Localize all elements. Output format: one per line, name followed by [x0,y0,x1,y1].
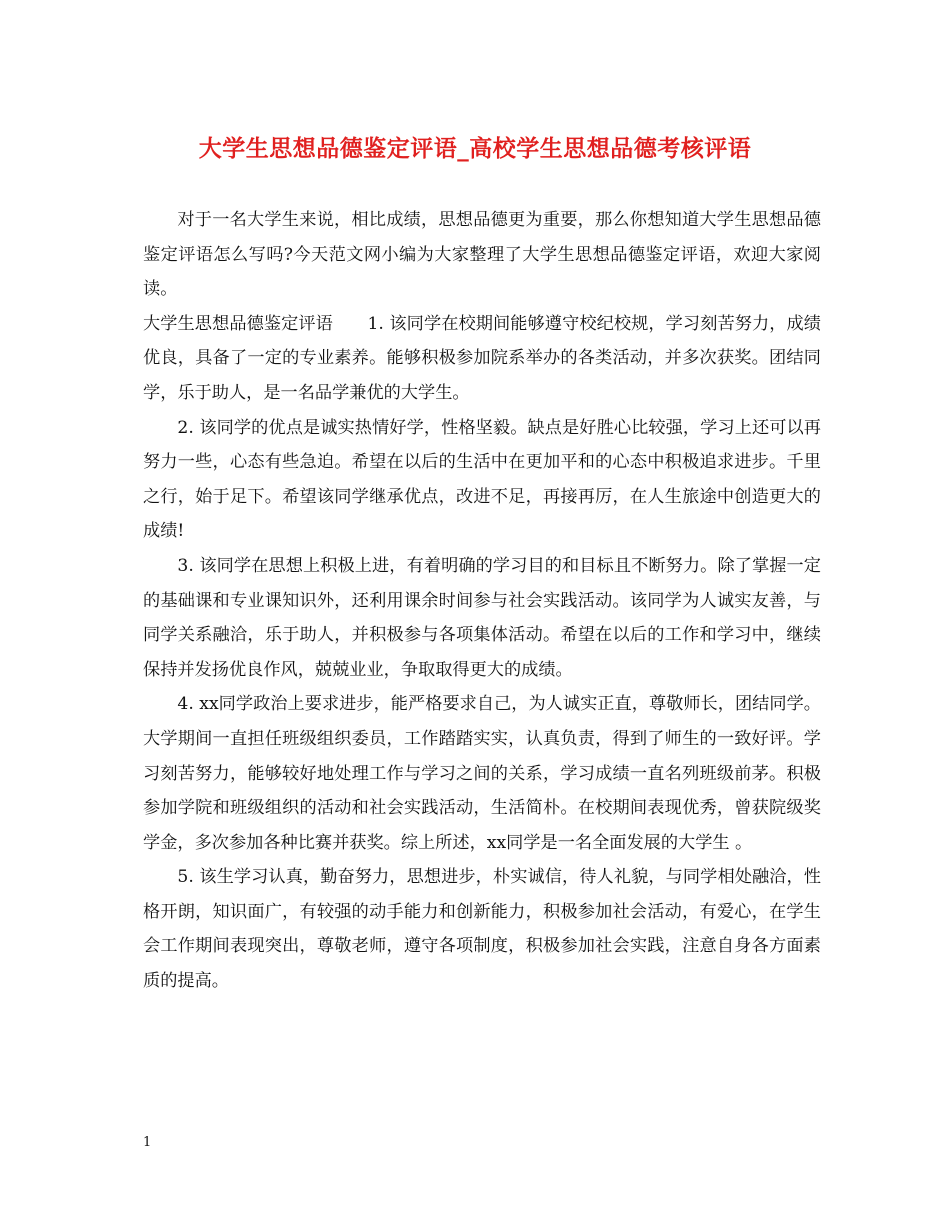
comment-paragraph-1: 大学生思想品德鉴定评语 1. 该同学在校期间能够遵守校纪校规，学习刻苦努力，成绩优良，具备了一定的专业素养。能够积极参加院系举办的各类活动，并多次获奖。团结同学，乐于助人，是一名品学兼优的大学生。 [143,313,821,403]
page-number: 1 [143,1135,152,1150]
comment-paragraph-4: 4. xx同学政治上要求进步，能严格要求自己，为人诚实正直，尊敬师长，团结同学。大学期间一直担任班级组织委员，工作踏踏实实，认真负责，得到了师生的一致好评。学习刻苦努力，能够较好地处理工作与学习之间的关系，学习成绩一直名列班级前茅。积极参加学院和班级组织的活动和社会实践活动，生活简朴。在校期间表现优秀，曾获院级奖学金，多次参加各种比赛并获奖。综上所述，xx同学是一名全面发展的大学生 。 [143,694,821,853]
comment-paragraph-3: 3. 该同学在思想上积极上进，有着明确的学习目的和目标且不断努力。除了掌握一定的基础课和专业课知识外，还利用课余时间参与社会实践活动。该同学为人诚实友善，与同学关系融洽，乐于助人，并积极参与各项集体活动。希望在以后的工作和学习中，继续保持并发扬优良作风，兢兢业业，争取取得更大的成绩。 [143,555,821,680]
comment-paragraph-2: 2. 该同学的优点是诚实热情好学，性格坚毅。缺点是好胜心比较强，学习上还可以再努力一些，心态有些急迫。希望在以后的生活中在更加平和的心态中积极追求进步。千里之行，始于足下。希望该同学继承优点，改进不足，再接再厉，在人生旅途中创造更大的成绩! [143,417,821,542]
comment-paragraph-5: 5. 该生学习认真，勤奋努力，思想进步，朴实诚信，待人礼貌，与同学相处融洽，性格开朗，知识面广，有较强的动手能力和创新能力，积极参加社会活动，有爱心，在学生会工作期间表现突出，尊敬老师，遵守各项制度，积极参加社会实践，注意自身各方面素质的提高。 [143,867,821,992]
document-body [143,203,821,999]
intro-paragraph: 对于一名大学生来说，相比成绩，思想品德更为重要，那么你想知道大学生思想品德鉴定评语怎么写吗?今天范文网小编为大家整理了大学生思想品德鉴定评语，欢迎大家阅读。 [143,210,821,300]
document-title: 大学生思想品德鉴定评语_高校学生思想品德考核评语 [198,135,752,162]
